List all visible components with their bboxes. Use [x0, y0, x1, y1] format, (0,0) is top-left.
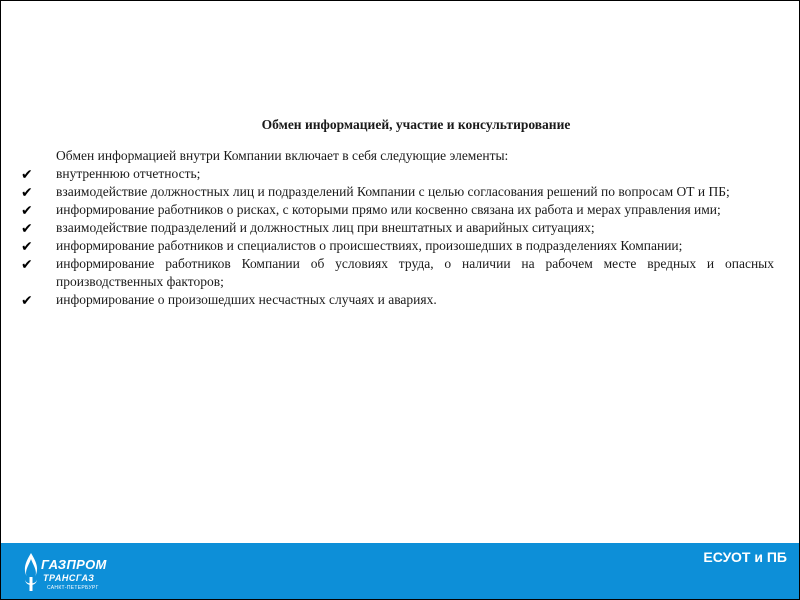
list-item-text: информирование работников Компании об условиях труда, о наличии на рабочем месте вредных и опасных производственных факторов; — [56, 256, 774, 289]
list-item-text: информирование работников о рисках, с которыми прямо или косвенно связана их работа и мерах управления ими; — [56, 202, 721, 217]
list-item — [1, 255, 800, 291]
checkmark-icon: ✔ — [21, 257, 33, 273]
flame-icon — [21, 551, 41, 593]
logo-city: САНКТ-ПЕТЕРБУРГ — [47, 585, 99, 591]
list-item-text: взаимодействие должностных лиц и подразделений Компании с целью согласования решений по вопросам ОТ и ПБ; — [56, 184, 730, 199]
checkmark-icon: ✔ — [21, 221, 33, 237]
list-item-text: информирование о произошедших несчастных случаях и авариях. — [56, 292, 437, 307]
checkmark-icon: ✔ — [21, 293, 33, 309]
footer-label: ЕСУОТ и ПБ — [703, 549, 787, 565]
list-item-text: внутреннюю отчетность; — [56, 166, 201, 181]
list-item — [1, 165, 800, 183]
checkmark-icon: ✔ — [21, 239, 33, 255]
footer-bar — [1, 543, 799, 600]
checkmark-icon: ✔ — [21, 185, 33, 201]
list-item — [1, 219, 800, 237]
slide-intro: Обмен информацией внутри Компании включает в себя следующие элементы: — [56, 148, 509, 163]
slide-content — [1, 117, 800, 309]
list-item-text: информирование работников и специалистов о происшествиях, произошедших в подразделениях Компании; — [56, 238, 683, 253]
list-item — [1, 237, 800, 255]
list-item-text: взаимодействие подразделений и должностных лиц при внештатных и аварийных ситуациях; — [56, 220, 595, 235]
list-item — [1, 291, 800, 309]
checkmark-icon: ✔ — [21, 167, 33, 183]
logo-name: ГАЗПРОМ — [41, 557, 107, 572]
list-item — [1, 183, 800, 201]
gazprom-logo — [21, 551, 111, 595]
logo-subname: ТРАНСГАЗ — [43, 573, 95, 583]
bullet-list — [1, 165, 800, 309]
slide-title: Обмен информацией, участие и консультирование — [261, 117, 571, 132]
checkmark-icon: ✔ — [21, 203, 33, 219]
list-item — [1, 201, 800, 219]
